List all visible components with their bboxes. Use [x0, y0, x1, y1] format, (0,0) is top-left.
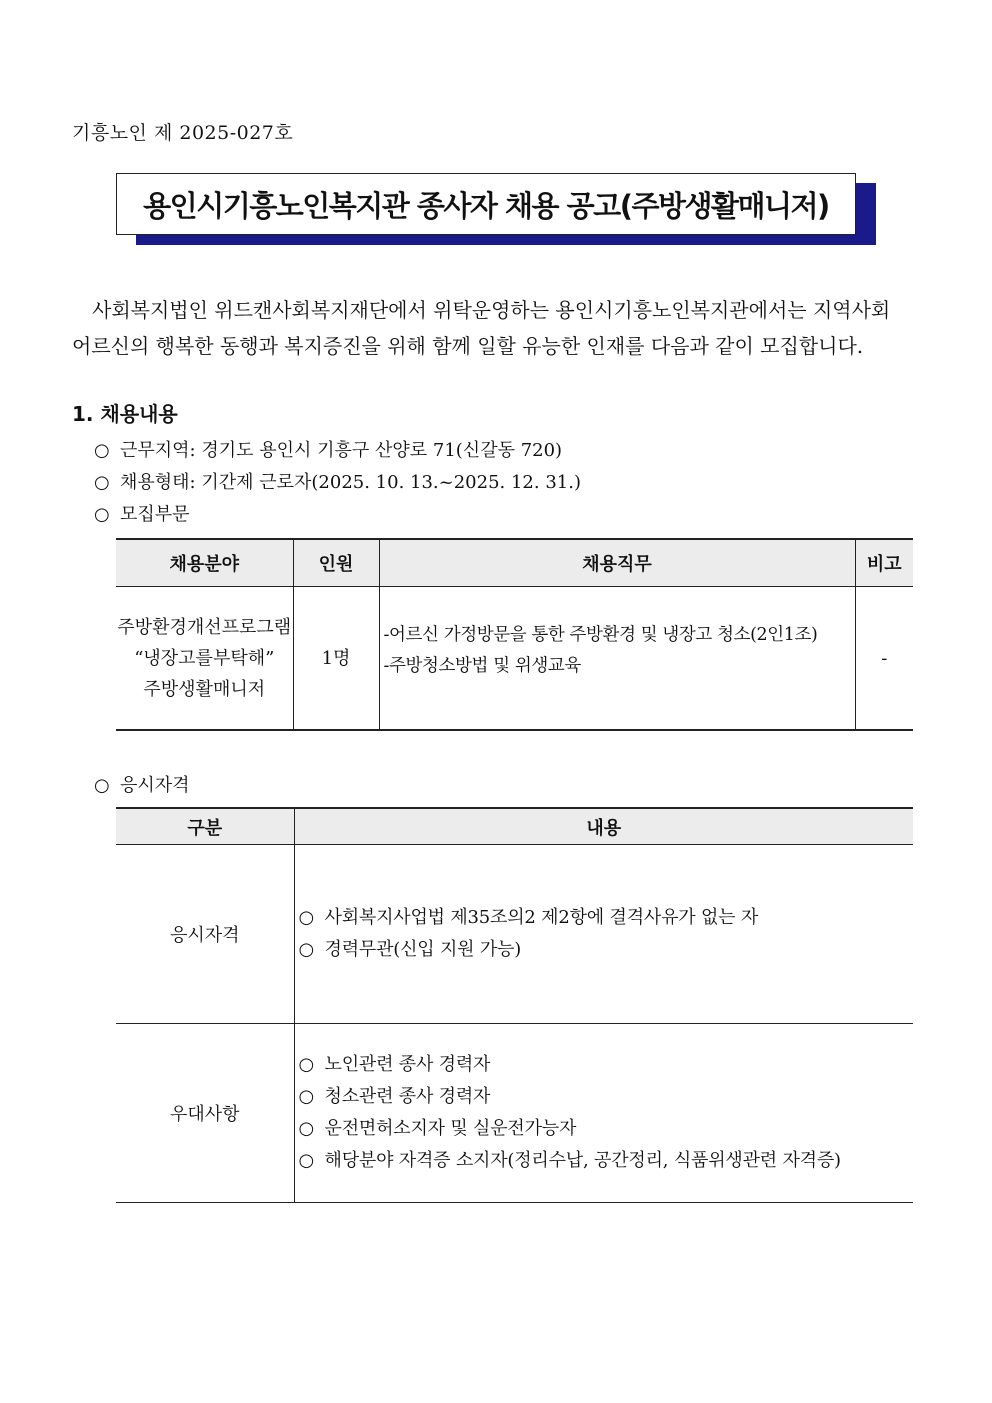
- content-cell: [294, 845, 913, 1024]
- work-location-text: 근무지역: 경기도 용인시 기흥구 산양로 71(신갈동 720): [120, 440, 563, 461]
- field-line: 주방환경개선프로그램: [117, 616, 292, 638]
- item-text: 해당분야 자격증 소지자(정리수납, 공간정리, 식품위생관련 자격증): [324, 1150, 841, 1171]
- list-item: [299, 934, 913, 966]
- item-text: 노인관련 종사 경력자: [324, 1054, 491, 1075]
- header-category: 구분: [116, 808, 294, 845]
- item-text: 경력무관(신입 지원 가능): [324, 939, 522, 960]
- content-cell: [294, 1024, 913, 1203]
- intro-line-2: 어르신의 행복한 동행과 복지증진을 위해 함께 일할 유능한 인재를 다음과 같이 모집합니다.: [72, 334, 864, 358]
- circle-mark: ○: [298, 907, 315, 928]
- document-number: 기흥노인 제 2025-027호: [72, 122, 294, 144]
- recruit-dept-item: [94, 500, 190, 526]
- header-field: 채용분야: [116, 539, 293, 587]
- qualification-text: 응시자격: [120, 775, 190, 796]
- intro-paragraph: [72, 292, 922, 364]
- qualification-table-header: [116, 808, 913, 845]
- bullet-mark: ○: [94, 504, 110, 525]
- circle-mark: ○: [298, 1054, 315, 1075]
- list-item: [299, 1049, 913, 1081]
- qualification-table: [116, 807, 913, 1203]
- duty-line: -어르신 가정방문을 통한 주방환경 및 냉장고 청소(2인1조): [383, 625, 818, 645]
- item-text: 청소관련 종사 경력자: [324, 1086, 491, 1107]
- recruit-table-header: [116, 539, 913, 587]
- qualification-item: [94, 771, 190, 797]
- bullet-mark: ○: [94, 775, 110, 796]
- list-item: [299, 1113, 913, 1145]
- page-title: 용인시기흥노인복지관 종사자 채용 공고(주방생활매니저): [116, 173, 856, 235]
- employment-type-text: 채용형태: 기간제 근로자(2025. 10. 13.~2025. 12. 31.): [120, 472, 581, 493]
- recruit-table: [116, 538, 913, 731]
- category-cell: 응시자격: [169, 925, 240, 946]
- intro-line-1: 사회복지법인 위드캔사회복지재단에서 위탁운영하는 용인시기흥노인복지관에서는 지역사회: [92, 298, 891, 322]
- recruit-count-cell: 1명: [293, 587, 379, 731]
- item-text: 운전면허소지자 및 실운전가능자: [324, 1118, 577, 1139]
- bullet-mark: ○: [94, 440, 110, 461]
- header-count: 인원: [293, 539, 379, 587]
- work-location-item: [94, 436, 562, 462]
- title-block: [116, 173, 876, 245]
- circle-mark: ○: [298, 1150, 315, 1171]
- section-heading: 1. 채용내용: [72, 402, 178, 426]
- circle-mark: ○: [298, 939, 315, 960]
- header-note: 비고: [855, 539, 913, 587]
- recruit-dept-text: 모집부문: [120, 504, 190, 525]
- table-row: [116, 845, 913, 1024]
- item-text: 사회복지사업법 제35조의2 제2항에 결격사유가 없는 자: [324, 907, 759, 928]
- header-duty: 채용직무: [379, 539, 855, 587]
- employment-type-item: [94, 468, 581, 494]
- field-line: 주방생활매니저: [143, 678, 266, 700]
- bullet-mark: ○: [94, 472, 110, 493]
- table-row: [116, 1024, 913, 1203]
- list-item: [299, 902, 913, 934]
- list-item: [299, 1081, 913, 1113]
- circle-mark: ○: [298, 1118, 315, 1139]
- circle-mark: ○: [298, 1086, 315, 1107]
- category-cell: 우대사항: [169, 1104, 240, 1125]
- recruit-note-cell: -: [855, 587, 913, 731]
- recruit-field-cell: [116, 587, 293, 731]
- table-row: [116, 587, 913, 731]
- header-content: 내용: [294, 808, 913, 845]
- recruit-duty-cell: [379, 587, 855, 731]
- field-line: “냉장고를부탁해”: [134, 647, 275, 669]
- list-item: [299, 1145, 913, 1177]
- duty-line: -주방청소방법 및 위생교육: [383, 656, 581, 676]
